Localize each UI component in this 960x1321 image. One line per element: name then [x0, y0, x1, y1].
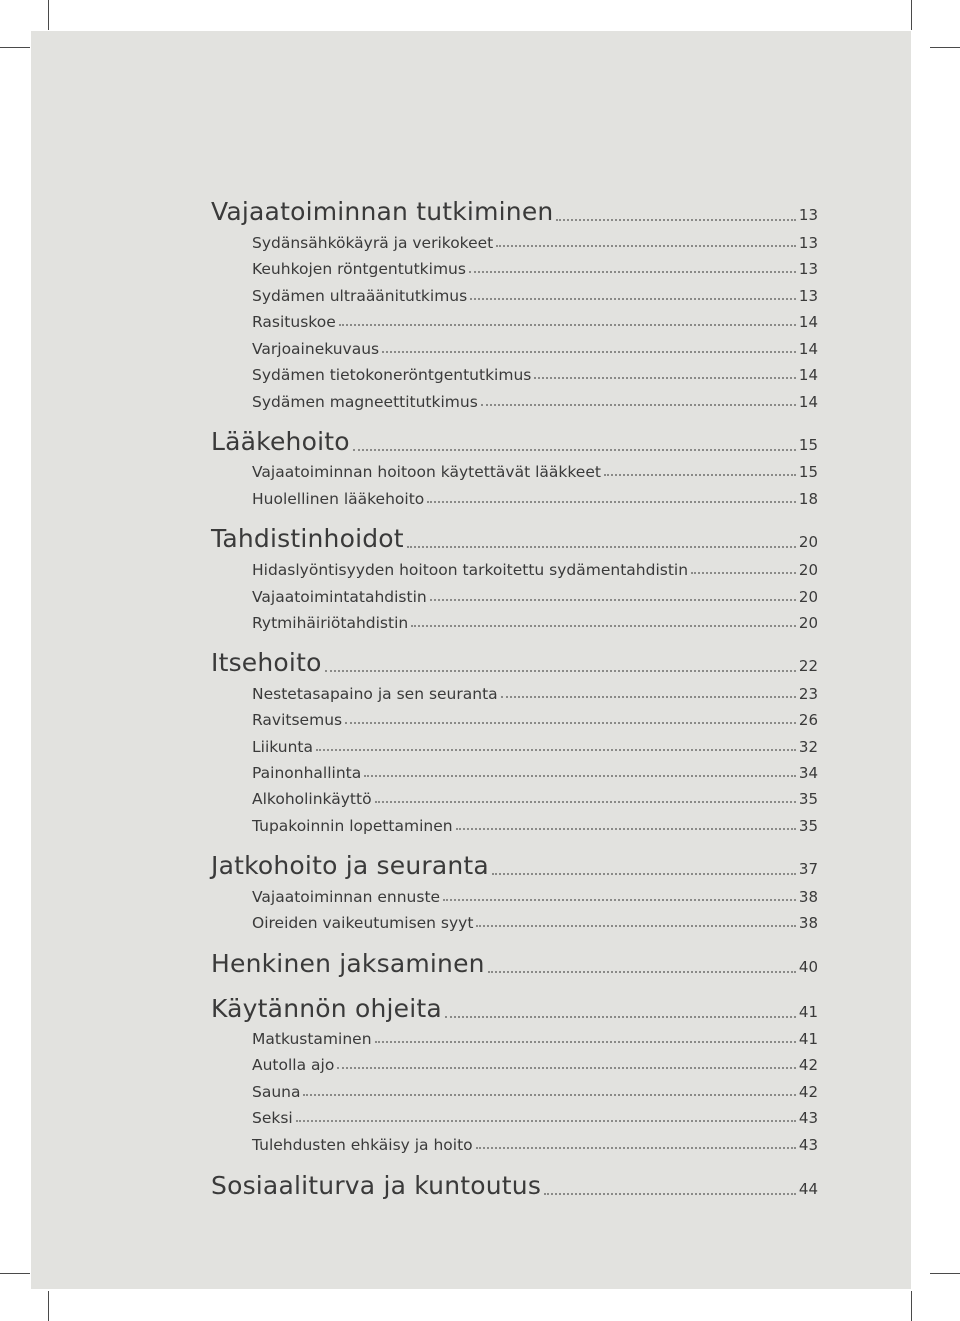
- dot-leader: [488, 971, 796, 973]
- toc-page-number: 44: [798, 1180, 818, 1199]
- toc-page-number: 18: [798, 490, 818, 509]
- toc-page-number: 42: [798, 1056, 818, 1075]
- toc-entry-title: Ravitsemus: [252, 711, 343, 730]
- dot-leader: [303, 1094, 795, 1096]
- toc-subsection-entry: [211, 561, 818, 579]
- toc-subsection-entry: [211, 313, 818, 331]
- toc-page-number: 14: [798, 340, 818, 359]
- toc-entry-title: Hidaslyöntisyyden hoitoon tarkoitettu sydämentahdistin: [252, 561, 689, 580]
- crop-mark: [930, 47, 960, 48]
- toc-section-entry: [211, 524, 818, 553]
- toc-page-number: 13: [798, 234, 818, 253]
- toc-entry-title: Sydänsähkökäyrä ja verikokeet: [252, 234, 494, 253]
- toc-page-number: 20: [798, 614, 818, 633]
- dot-leader: [411, 625, 796, 627]
- dot-leader: [456, 828, 796, 830]
- dot-leader: [375, 801, 796, 803]
- toc-subsection-entry: [211, 1136, 818, 1154]
- toc-subsection-entry: [211, 685, 818, 703]
- dot-leader: [316, 749, 796, 751]
- toc-subsection-entry: [211, 463, 818, 481]
- toc-page-number: 42: [798, 1083, 818, 1102]
- toc-entry-title: Keuhkojen röntgentutkimus: [252, 260, 466, 279]
- dot-leader: [445, 1016, 796, 1018]
- toc-page-number: 41: [798, 1030, 818, 1049]
- crop-mark: [911, 0, 912, 30]
- toc-section-entry: [211, 949, 818, 978]
- toc-entry-title: Tahdistinhoidot: [211, 524, 404, 554]
- toc-section-entry: [211, 851, 818, 880]
- toc-page-number: 20: [798, 533, 818, 552]
- toc-page-number: 43: [798, 1109, 818, 1128]
- toc-section-entry: [211, 1171, 818, 1200]
- dot-leader: [534, 377, 796, 379]
- toc-entry-title: Seksi: [252, 1109, 293, 1128]
- toc-page-number: 26: [798, 711, 818, 730]
- dot-leader: [469, 271, 796, 273]
- toc-entry-title: Tulehdusten ehkäisy ja hoito: [252, 1136, 473, 1155]
- dot-leader: [296, 1120, 796, 1122]
- toc-entry-title: Sauna: [252, 1083, 301, 1102]
- toc-section-entry: [211, 994, 818, 1023]
- toc-entry-title: Autolla ajo: [252, 1056, 335, 1075]
- toc-page-number: 23: [798, 685, 818, 704]
- toc-entry-title: Henkinen jaksaminen: [211, 949, 485, 979]
- toc-page-number: 41: [798, 1003, 818, 1022]
- toc-subsection-entry: [211, 1030, 818, 1048]
- toc-page-number: 38: [798, 914, 818, 933]
- toc-page-number: 35: [798, 790, 818, 809]
- toc-subsection-entry: [211, 614, 818, 632]
- toc-page-number: 20: [798, 561, 818, 580]
- crop-mark: [48, 1291, 49, 1321]
- dot-leader: [544, 1193, 796, 1195]
- crop-mark: [0, 1273, 30, 1274]
- toc-subsection-entry: [211, 1109, 818, 1127]
- dot-leader: [375, 1041, 796, 1043]
- toc-page-number: 14: [798, 393, 818, 412]
- toc-page-number: 20: [798, 588, 818, 607]
- dot-leader: [604, 474, 796, 476]
- dot-leader: [339, 324, 796, 326]
- toc-entry-title: Sydämen ultraäänitutkimus: [252, 287, 468, 306]
- dot-leader: [691, 572, 796, 574]
- toc-entry-title: Rytmihäiriötahdistin: [252, 614, 409, 633]
- toc-page-number: 15: [798, 436, 818, 455]
- toc-entry-title: Rasituskoe: [252, 313, 336, 332]
- dot-leader: [382, 351, 796, 353]
- toc-section-entry: [211, 197, 818, 226]
- toc-subsection-entry: [211, 490, 818, 508]
- toc-entry-title: Liikunta: [252, 738, 313, 757]
- toc-subsection-entry: [211, 366, 818, 384]
- toc-page-number: 13: [798, 287, 818, 306]
- toc-page-number: 35: [798, 817, 818, 836]
- toc-page-number: 38: [798, 888, 818, 907]
- toc-entry-title: Käytännön ohjeita: [211, 994, 442, 1024]
- dot-leader: [481, 404, 796, 406]
- dot-leader: [325, 670, 796, 672]
- toc-subsection-entry: [211, 287, 818, 305]
- toc-entry-title: Sydämen tietokoneröntgentutkimus: [252, 366, 532, 385]
- toc-subsection-entry: [211, 234, 818, 252]
- toc-entry-title: Alkoholinkäyttö: [252, 790, 372, 809]
- toc-entry-title: Jatkohoito ja seuranta: [211, 851, 489, 881]
- dot-leader: [427, 501, 796, 503]
- toc-subsection-entry: [211, 790, 818, 808]
- toc-entry-title: Matkustaminen: [252, 1030, 372, 1049]
- toc-subsection-entry: [211, 340, 818, 358]
- toc-entry-title: Sydämen magneettitutkimus: [252, 393, 478, 412]
- toc-entry-title: Sosiaaliturva ja kuntoutus: [211, 1171, 542, 1201]
- dot-leader: [364, 775, 796, 777]
- toc-subsection-entry: [211, 764, 818, 782]
- toc-entry-title: Itsehoito: [211, 648, 322, 678]
- toc-entry-title: Vajaatoimintatahdistin: [252, 588, 427, 607]
- toc-entry-title: Lääkehoito: [211, 427, 350, 457]
- toc-section-entry: [211, 427, 818, 456]
- toc-subsection-entry: [211, 393, 818, 411]
- dot-leader: [407, 546, 796, 548]
- toc-subsection-entry: [211, 1083, 818, 1101]
- toc-subsection-entry: [211, 888, 818, 906]
- toc-page-number: 43: [798, 1136, 818, 1155]
- toc-entry-title: Vajaatoiminnan ennuste: [252, 888, 441, 907]
- dot-leader: [345, 722, 796, 724]
- toc-subsection-entry: [211, 817, 818, 835]
- dot-leader: [443, 899, 796, 901]
- dot-leader: [430, 599, 796, 601]
- toc-section-entry: [211, 648, 818, 677]
- toc-page-number: 15: [798, 463, 818, 482]
- toc-subsection-entry: [211, 738, 818, 756]
- dot-leader: [556, 219, 795, 221]
- dot-leader: [492, 873, 796, 875]
- dot-leader: [337, 1067, 796, 1069]
- dot-leader: [476, 1147, 796, 1149]
- toc-entry-title: Nestetasapaino ja sen seuranta: [252, 685, 498, 704]
- toc-page-number: 22: [798, 657, 818, 676]
- toc-page-number: 14: [798, 366, 818, 385]
- toc-subsection-entry: [211, 914, 818, 932]
- toc-entry-title: Huolellinen lääkehoito: [252, 490, 425, 509]
- toc-page-number: 13: [798, 260, 818, 279]
- toc-page-number: 14: [798, 313, 818, 332]
- toc-entry-title: Vajaatoiminnan tutkiminen: [211, 197, 554, 227]
- toc-page-number: 34: [798, 764, 818, 783]
- dot-leader: [476, 925, 795, 927]
- crop-mark: [48, 0, 49, 30]
- crop-mark: [911, 1291, 912, 1321]
- toc-subsection-entry: [211, 1056, 818, 1074]
- toc-page-number: 40: [798, 958, 818, 977]
- dot-leader: [501, 696, 796, 698]
- toc-page-number: 37: [798, 860, 818, 879]
- toc-subsection-entry: [211, 711, 818, 729]
- toc-subsection-entry: [211, 588, 818, 606]
- toc-subsection-entry: [211, 260, 818, 278]
- toc-entry-title: Tupakoinnin lopettaminen: [252, 817, 453, 836]
- dot-leader: [353, 449, 796, 451]
- dot-leader: [496, 245, 796, 247]
- toc-entry-title: Varjoainekuvaus: [252, 340, 380, 359]
- toc-page-number: 32: [798, 738, 818, 757]
- dot-leader: [470, 298, 796, 300]
- toc-page-number: 13: [798, 206, 818, 225]
- page-sheet: [31, 31, 911, 1289]
- toc-entry-title: Oireiden vaikeutumisen syyt: [252, 914, 474, 933]
- toc-entry-title: Vajaatoiminnan hoitoon käytettävät lääkkeet: [252, 463, 601, 482]
- crop-mark: [930, 1273, 960, 1274]
- toc-entry-title: Painonhallinta: [252, 764, 362, 783]
- crop-mark: [0, 47, 30, 48]
